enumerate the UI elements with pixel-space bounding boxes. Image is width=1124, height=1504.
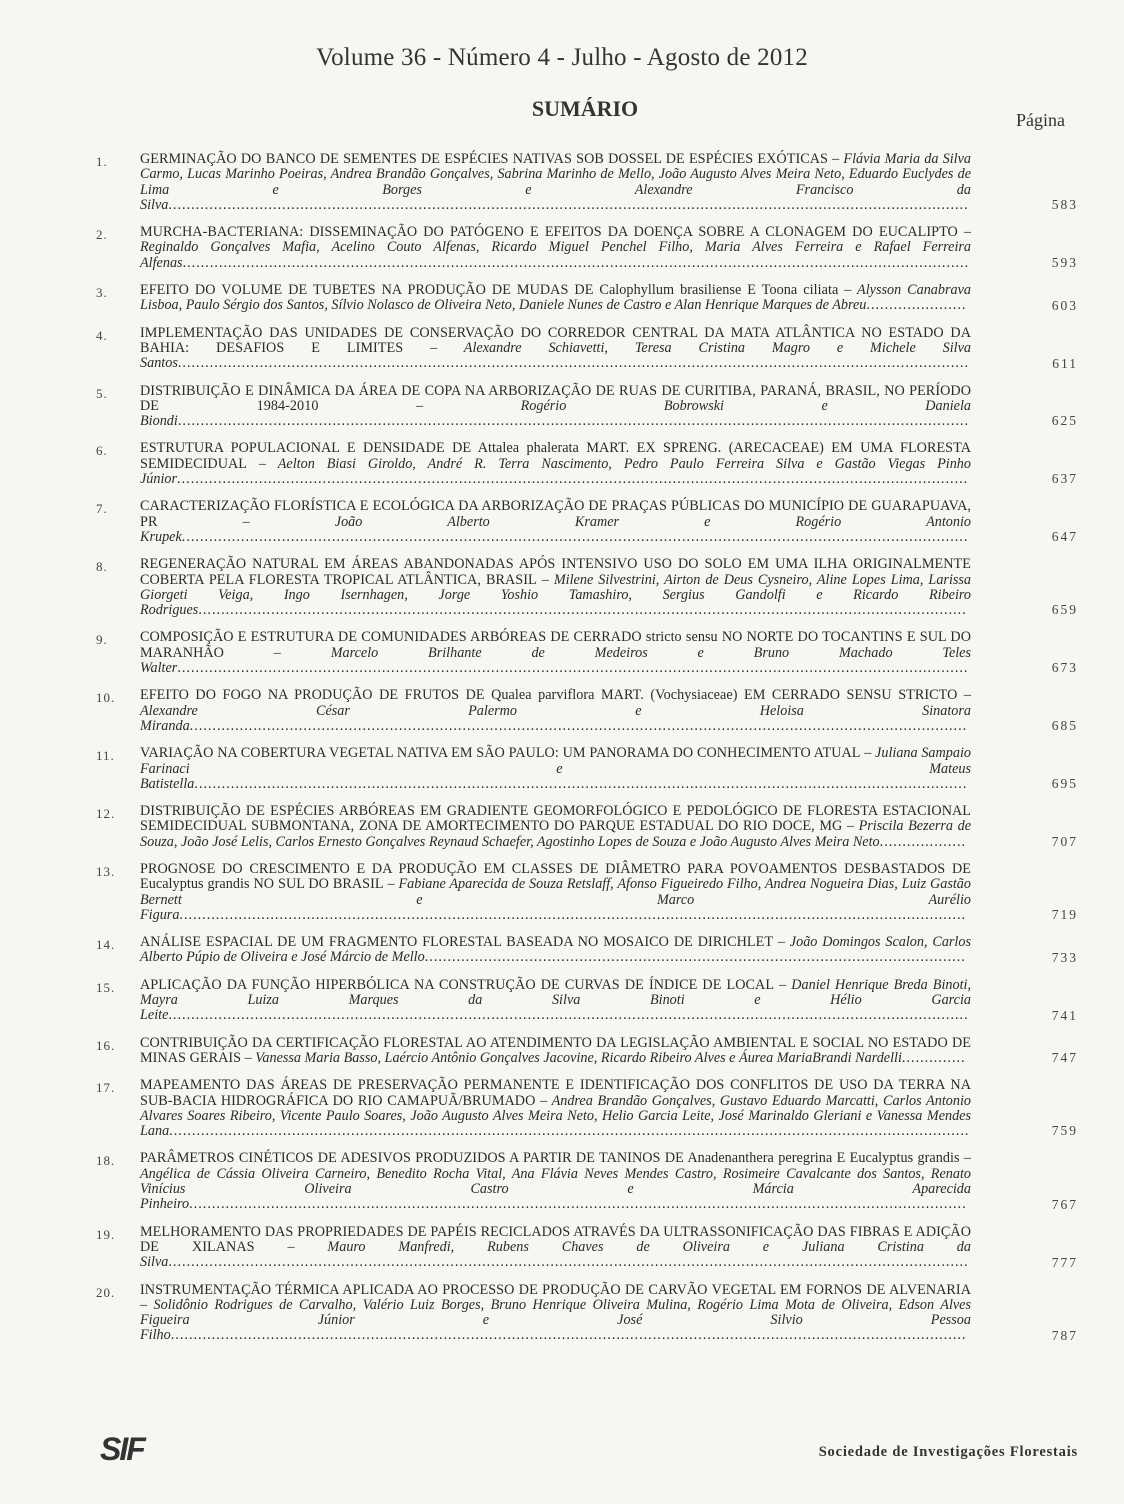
page-header: Volume 36 - Número 4 - Julho - Agosto de 2012 — [316, 44, 808, 71]
toc-entry[interactable] — [96, 1225, 1086, 1271]
entry-number: 10. — [96, 690, 116, 706]
toc-entry[interactable] — [96, 862, 1086, 923]
entry-title: DISTRIBUIÇÃO E DINÂMICA DA ÁREA DE COPA NA ARBORIZAÇÃO DE RUAS DE CURITIBA, PARANÁ, BRASIL, NO PERÍODO DE 1984-2010 — [140, 382, 971, 414]
entry-authors: – João Alberto Kramer e Rogério Antonio Krupek — [140, 513, 971, 545]
toc-entry[interactable] — [96, 978, 1086, 1024]
entry-title: MURCHA-BACTERIANA: DISSEMINAÇÃO DO PATÓGENO E EFEITOS DA DOENÇA SOBRE A CLONAGEM DO EUCALIPTO — [140, 224, 958, 241]
entry-page-number: 747 — [1051, 1050, 1078, 1066]
entry-title: EFEITO DO VOLUME DE TUBETES NA PRODUÇÃO DE MUDAS DE Calophyllum brasiliense E Toona ciliata — [140, 282, 839, 299]
entry-title: MELHORAMENTO DAS PROPRIEDADES DE PAPÉIS RECICLADOS ATRAVÉS DA ULTRASSONIFICAÇÃO DAS FIBRAS E ADIÇÃO DE XILANAS — [140, 1223, 971, 1255]
entry-authors: – Alysson Canabrava Lisboa, Paulo Sérgio dos Santos, Sílvio Nolasco de Oliveira Neto, Daniele Nunes de Castro e Alan Henrique Marques de Abreu — [140, 282, 971, 314]
entry-page-number: 625 — [1051, 413, 1078, 429]
entry-title: APLICAÇÃO DA FUNÇÃO HIPERBÓLICA NA CONSTRUÇÃO DE CURVAS DE ÍNDICE DE LOCAL — [140, 976, 775, 993]
dot-leader: ....................................................................................................................... — [424, 949, 966, 966]
entry-title: ESTRUTURA POPULACIONAL E DENSIDADE DE Attalea phalerata MART. EX SPRENG. (ARECACEAE) EM UMA FLORESTA SEMIDECIDUAL — [140, 440, 971, 472]
entry-authors: – Reginaldo Gonçalves Mafia, Acelino Couto Alfenas, Ricardo Miguel Penchel Filho, Maria Alves Ferreira e Rafael Ferreira Alfenas — [140, 224, 971, 271]
sif-logo-icon — [96, 1428, 174, 1468]
entry-title: PARÂMETROS CINÉTICOS DE ADESIVOS PRODUZIDOS A PARTIR DE TANINOS DE Anadenanthera peregrina E Eucalyptus grandis — [140, 1150, 960, 1167]
entry-number: 13. — [96, 863, 116, 879]
entry-page-number: 787 — [1051, 1327, 1078, 1343]
summary-title: SUMÁRIO — [531, 96, 639, 121]
entry-text — [140, 384, 971, 430]
toc-entry[interactable] — [96, 746, 1086, 792]
entry-title: COMPOSIÇÃO E ESTRUTURA DE COMUNIDADES ARBÓREAS DE CERRADO stricto sensu NO NORTE DO TOCANTINS E SUL DO MARANHÃO — [140, 629, 971, 661]
entry-page-number: 659 — [1051, 602, 1078, 618]
entry-text — [140, 688, 971, 734]
toc-entry[interactable] — [96, 1283, 1086, 1344]
dot-leader: ...................... — [866, 297, 967, 314]
toc-entry[interactable] — [96, 688, 1086, 734]
dot-leader: ................................................................................................................................................................................ — [169, 1123, 970, 1140]
toc-entry[interactable] — [96, 935, 1086, 966]
entry-page-number: 707 — [1051, 833, 1078, 849]
entry-number: 5. — [96, 385, 108, 401]
toc-entry[interactable] — [96, 557, 1086, 618]
entry-text — [140, 746, 971, 792]
entry-number: 2. — [96, 227, 108, 243]
toc-entry[interactable] — [96, 326, 1086, 372]
entry-title: CARACTERIZAÇÃO FLORÍSTICA E ECOLÓGICA DA ARBORIZAÇÃO DE PRAÇAS PÚBLICAS DO MUNICÍPIO DE GUARAPUAVA, PR — [140, 498, 971, 530]
entry-authors: – Alexandre César Palermo e Heloisa Sinatora Miranda — [140, 687, 971, 734]
entry-page-number: 741 — [1051, 1007, 1078, 1023]
entry-authors: – Andrea Brandão Gonçalves, Gustavo Eduardo Marcatti, Carlos Antonio Alvares Soares Ribeiro, Vicente Paulo Soares, João Augusto Alves Meira Neto, Helio Garcia Leite, José Marinaldo Gleriani e Vanessa Mendes Lana — [140, 1092, 971, 1140]
entry-authors: – Solidônio Rodrigues de Carvalho, Valério Luiz Borges, Bruno Henrique Oliveira Mulina, Rogério Lima Mota de Oliveira, Edson Alves Figueira Júnior e José Silvio Pessoa Filho — [140, 1296, 971, 1344]
entry-title: DISTRIBUIÇÃO DE ESPÉCIES ARBÓREAS EM GRADIENTE GEOMORFOLÓGICO E PEDOLÓGICO DE FLORESTA ESTACIONAL SEMIDECIDUAL SUBMONTANA, ZONA DE AMORTECIMENTO DO PARQUE ESTADUAL DO RIO DOCE, MG — [140, 803, 971, 835]
entry-authors: – Mauro Manfredi, Rubens Chaves de Oliveira e Juliana Cristina da Silva — [140, 1238, 971, 1271]
entry-number: 9. — [96, 632, 108, 648]
entry-title: CONTRIBUIÇÃO DA CERTIFICAÇÃO FLORESTAL AO ATENDIMENTO DA LEGISLAÇÃO AMBIENTAL E SOCIAL NO ESTADO DE MINAS GERAIS — [140, 1034, 971, 1066]
entry-title: REGENERAÇÃO NATURAL EM ÁREAS ABANDONADAS APÓS INTENSIVO USO DO SOLO EM UMA ILHA ORIGINALMENTE COBERTA PELA FLORESTA TROPICAL ATLÂNTICA, BRASIL — [140, 556, 971, 588]
dot-leader: .............................................................................................................................................................................. — [177, 355, 969, 372]
entry-title: PROGNOSE DO CRESCIMENTO E DA PRODUÇÃO EM CLASSES DE DIÂMETRO PARA POVOAMENTOS DESBASTADOS DE Eucalyptus grandis NO SUL DO BRASIL — [140, 860, 971, 893]
dot-leader: ............................................................................................................................................................................... — [170, 1327, 967, 1344]
toc-entry[interactable] — [96, 384, 1086, 430]
dot-leader: .............................................................................................................................................................................. — [177, 471, 969, 488]
entry-number: 19. — [96, 1226, 116, 1242]
toc-entry[interactable] — [96, 630, 1086, 676]
entry-authors: – Priscila Bezerra de Souza, João José Lelis, Carlos Ernesto Gonçalves Reynaud Schaefer, Agostinho Lopes de Souza e João Augusto Alves Meira Neto — [140, 818, 972, 850]
entry-authors: – Marcelo Brilhante de Medeiros e Bruno Machado Teles Walter — [140, 644, 971, 677]
entry-number: 6. — [96, 443, 108, 459]
entry-page-number: 733 — [1051, 949, 1078, 965]
entry-number: 18. — [96, 1153, 116, 1169]
dot-leader: ........................................................................................................................................................................... — [189, 1196, 967, 1213]
entry-number: 16. — [96, 1037, 116, 1053]
entry-text — [140, 225, 971, 271]
entry-number: 11. — [96, 748, 115, 764]
entry-text — [140, 1151, 971, 1212]
entry-text — [140, 1036, 971, 1067]
entry-text — [140, 283, 971, 314]
toc-entry[interactable] — [96, 1078, 1086, 1139]
entry-number: 14. — [96, 937, 116, 953]
entry-authors: – Rogério Bobrowski e Daniela Biondi — [140, 397, 971, 430]
entry-authors: – Alexandre Schiavetti, Teresa Cristina Magro e Michele Silva Santos — [140, 339, 971, 372]
entry-number: 1. — [96, 154, 108, 169]
entry-number: 20. — [96, 1284, 116, 1300]
entry-text — [140, 935, 971, 966]
toc-entry[interactable] — [96, 499, 1086, 545]
toc-entry[interactable] — [96, 283, 1086, 314]
entry-page-number: 777 — [1051, 1254, 1078, 1270]
entry-authors: – João Domingos Scalon, Carlos Alberto Púpio de Oliveira e José Márcio de Mello — [140, 934, 971, 966]
entry-number: 8. — [96, 559, 108, 575]
entry-page-number: 673 — [1051, 660, 1078, 676]
entry-title: MAPEAMENTO DAS ÁREAS DE PRESERVAÇÃO PERMANENTE E IDENTIFICAÇÃO DOS CONFLITOS DE USO DA TERRA NA SUB-BACIA HIDROGRÁFICA DO RIO CAMAPUÃ/BRUMADO — [140, 1077, 971, 1109]
entry-text — [140, 630, 971, 676]
entry-page-number: 637 — [1051, 471, 1078, 487]
entry-number: 3. — [96, 285, 108, 301]
dot-leader: ........................................................................................................................................................................... — [189, 717, 968, 734]
entry-number: 15. — [96, 979, 116, 995]
entry-authors: – Flávia Maria da Silva Carmo, Lucas Marinho Poeiras, Andrea Brandão Gonçalves, Sabrina Marinho de Mello, João Augusto Alves Meira Neto, Eduardo Euclydes de Lima e Borges e Alexandre Francisco da Silva — [140, 151, 971, 213]
entry-authors: – Juliana Sampaio Farinaci e Mateus Batistella — [140, 745, 971, 792]
entry-page-number: 767 — [1051, 1196, 1078, 1212]
entry-number: 7. — [96, 501, 108, 517]
page-column-label: Página — [1016, 110, 1065, 130]
entry-text — [140, 978, 971, 1024]
entry-authors: – Milene Silvestrini, Airton de Deus Cysneiro, Aline Lopes Lima, Larissa Giorgeti Veiga, Ingo Isernhagen, Jorge Yoshio Tamashiro, Sergius Gandolfi e Ricardo Ribeiro Rodrigues — [140, 571, 972, 619]
entry-title: INSTRUMENTAÇÃO TÉRMICA APLICADA AO PROCESSO DE PRODUÇÃO DE CARVÃO VEGETAL EM FORNOS DE ALVENARIA — [140, 1281, 971, 1298]
entry-authors: – Daniel Henrique Breda Binoti, Mayra Luiza Marques da Silva Binoti e Hélio Garcia Leite — [140, 976, 972, 1024]
dot-leader: ......................................................................................................................................................................... — [198, 602, 967, 619]
entry-number: 17. — [96, 1080, 116, 1096]
entry-page-number: 719 — [1051, 907, 1078, 923]
dot-leader: ................................................................................................................................................................................ — [168, 1254, 969, 1271]
dot-leader: .............................................................................................................................................................................. — [177, 660, 969, 677]
entry-page-number: 583 — [1051, 197, 1078, 213]
entry-text — [140, 326, 971, 372]
entry-text — [140, 152, 971, 213]
entry-text — [140, 862, 971, 923]
entry-title: GERMINAÇÃO DO BANCO DE SEMENTES DE ESPÉCIES NATIVAS SOB DOSSEL DE ESPÉCIES EXÓTICAS — [140, 151, 828, 167]
entry-text — [140, 1078, 971, 1139]
entry-text — [140, 499, 971, 545]
entry-page-number: 603 — [1051, 297, 1078, 313]
entry-text — [140, 1225, 971, 1271]
entry-text — [140, 441, 971, 487]
dot-leader: ............................................................................................................................................................................. — [179, 906, 967, 923]
entry-number: 4. — [96, 327, 108, 343]
entry-authors: – Angélica de Cássia Oliveira Carneiro, Benedito Rocha Vital, Ana Flávia Neves Mendes Castro, Rosimeire Cavalcante dos Santos, Renato Vinícius Oliveira Castro e Márcia Aparecida Pinheiro — [140, 1150, 972, 1213]
toc-entry[interactable] — [96, 152, 1086, 213]
entry-title: ANÁLISE ESPACIAL DE UM FRAGMENTO FLORESTAL BASEADA NO MOSAICO DE DIRICHLET — [140, 934, 774, 951]
entry-authors: – Aelton Biasi Giroldo, André R. Terra Nascimento, Pedro Paulo Ferreira Silva e Gastão Viegas Pinho Júnior — [140, 455, 971, 488]
entry-authors: – Vanessa Maria Basso, Laércio Antônio Gonçalves Jacovine, Ricardo Ribeiro Alves e Áurea MariaBrandi Nardelli — [244, 1049, 902, 1066]
toc-entry[interactable] — [96, 225, 1086, 271]
toc-entry[interactable] — [96, 1036, 1086, 1067]
society-name: Sociedade de Investigações Florestais — [818, 1444, 1078, 1460]
toc-entry[interactable] — [96, 804, 1086, 850]
dot-leader: ............................................................................................................................................................................. — [182, 254, 970, 271]
dot-leader: ................................................................................................................................................................................ — [168, 1007, 969, 1024]
entry-authors: – Fabiane Aparecida de Souza Retslaff, Afonso Figueiredo Filho, Andrea Nogueira Dias, Luiz Gastão Bernett e Marco Aurélio Figura — [140, 876, 971, 923]
entry-page-number: 685 — [1051, 718, 1078, 734]
entry-page-number: 759 — [1051, 1123, 1078, 1139]
entry-page-number: 695 — [1051, 776, 1078, 792]
entry-title: EFEITO DO FOGO NA PRODUÇÃO DE FRUTOS DE Qualea parviflora MART. (Vochysiaceae) EM CERRADO SENSU STRICTO — [140, 687, 958, 704]
dot-leader: ................................................................................................................................................................................ — [168, 196, 969, 213]
dot-leader: ................... — [879, 833, 967, 850]
sif-logo-text: SIF — [100, 1431, 144, 1467]
dot-leader: .......................................................................................................................................................................... — [194, 775, 968, 792]
toc-entry[interactable] — [96, 1151, 1086, 1212]
entry-number: 12. — [96, 806, 116, 822]
entry-page-number: 611 — [1052, 355, 1078, 371]
dot-leader: .............................................................................................................................................................................. — [177, 413, 969, 430]
dot-leader: .............. — [901, 1049, 966, 1066]
table-of-contents — [96, 152, 1086, 1356]
entry-text — [140, 804, 971, 850]
entry-text — [140, 1283, 971, 1344]
entry-title: IMPLEMENTAÇÃO DAS UNIDADES DE CONSERVAÇÃO DO CORREDOR CENTRAL DA MATA ATLÂNTICA NO ESTADO DA BAHIA: DESAFIOS E LIMITES — [140, 324, 971, 356]
entry-page-number: 647 — [1051, 529, 1078, 545]
entry-title: VARIAÇÃO NA COBERTURA VEGETAL NATIVA EM SÃO PAULO: UM PANORAMA DO CONHECIMENTO ATUAL — [140, 745, 861, 762]
toc-entry[interactable] — [96, 441, 1086, 487]
dot-leader: ............................................................................................................................................................................. — [181, 528, 969, 545]
entry-text — [140, 557, 971, 618]
entry-page-number: 593 — [1051, 255, 1078, 271]
